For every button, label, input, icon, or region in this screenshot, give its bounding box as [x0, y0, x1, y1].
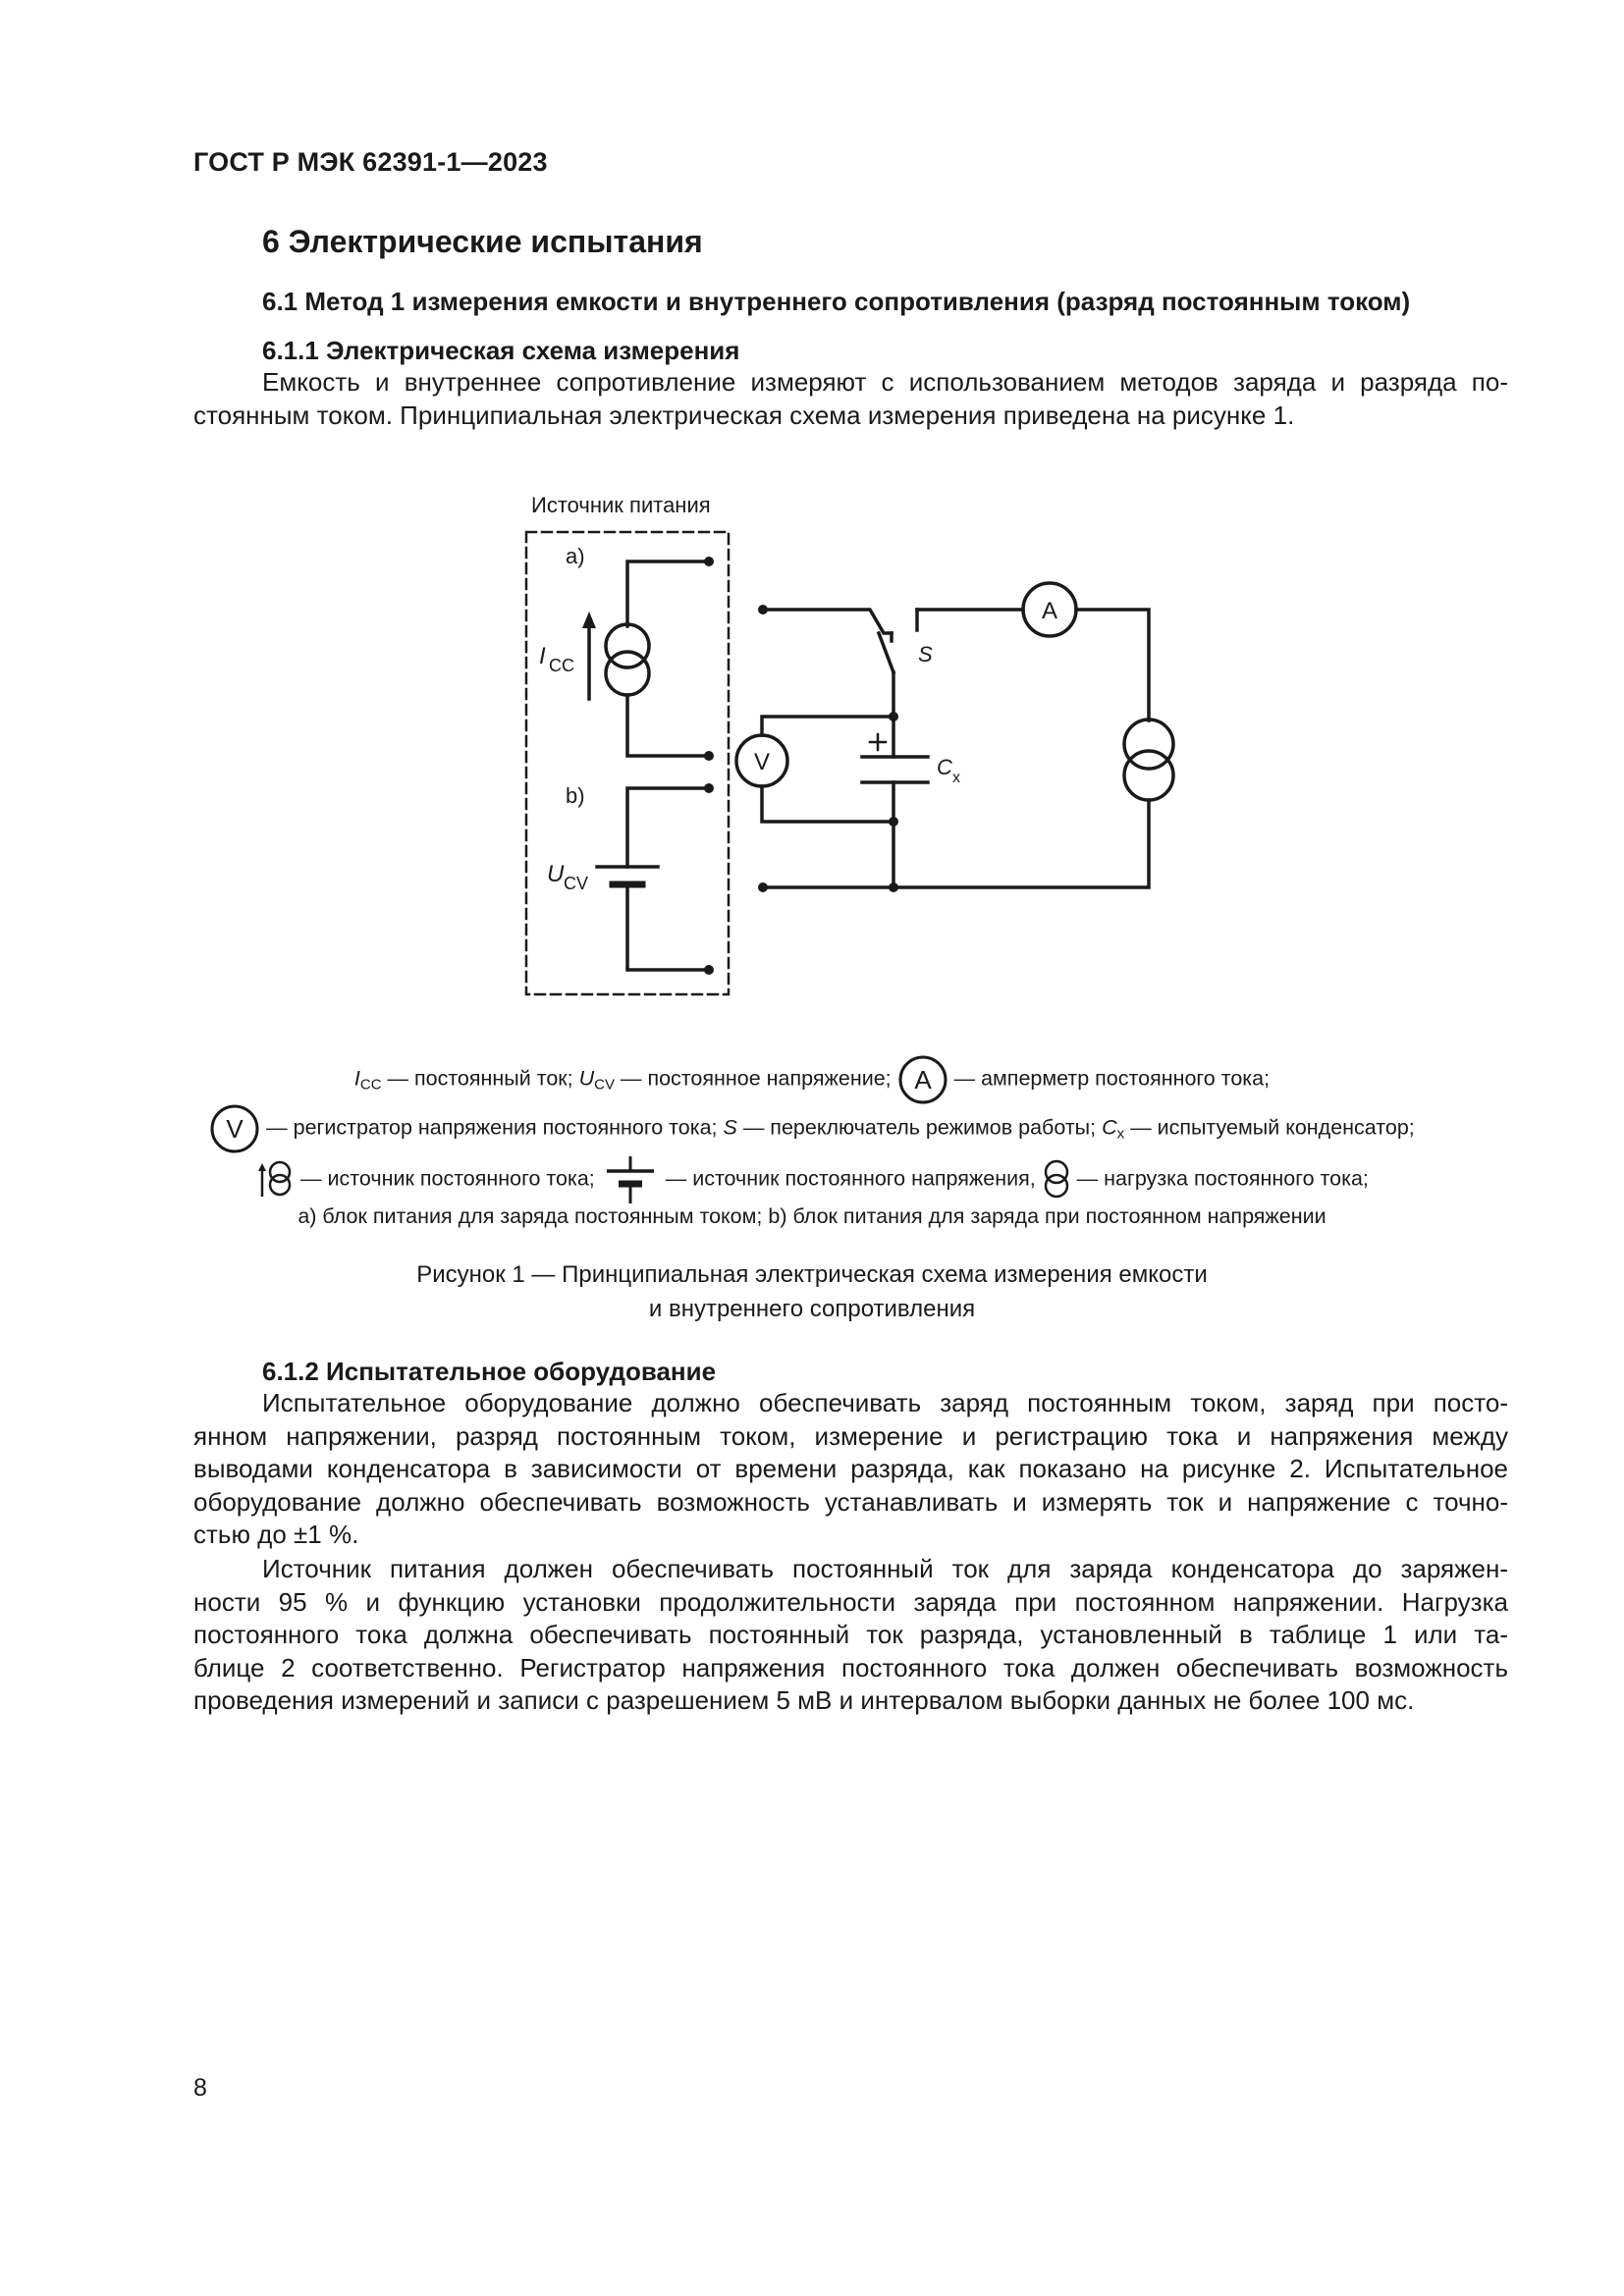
paragraph-6-1-1	[193, 366, 1508, 432]
legend-c-sub: x	[1116, 1125, 1125, 1143]
load-icon	[1042, 1157, 1071, 1202]
terminal-dot	[704, 965, 714, 975]
legend-line-2	[0, 1103, 1624, 1154]
ammeter-letter: A	[1041, 598, 1058, 624]
legend-text: — регистратор напряжения постоянного тока;	[260, 1115, 724, 1140]
wire	[627, 561, 709, 626]
legend-c: C	[1102, 1115, 1117, 1140]
legend-text: — источник постоянного напряжения,	[659, 1166, 1042, 1191]
terminal-dot	[704, 557, 714, 566]
page-number: 8	[193, 2074, 207, 2102]
legend-ucv: U	[578, 1066, 595, 1091]
text-line: проведения измерений и записи с разрешением 5 мВ и интервалом выборки данных не более 100 мс.	[193, 1685, 1415, 1715]
ammeter-icon	[897, 1054, 948, 1105]
terminal-dot	[704, 783, 714, 793]
text-line: стью до ±1 %.	[193, 1520, 359, 1549]
ucv-label: U	[547, 861, 565, 887]
legend-text: — переключатель режимов работы;	[736, 1115, 1103, 1140]
text-line: Источник питания должен обеспечивать постоянный ток для заряда конденсатора до заряжен-	[262, 1554, 1508, 1583]
legend-icc-sub: CC	[359, 1076, 382, 1094]
legend-text: — амперметр постоянного тока;	[947, 1066, 1271, 1091]
power-source-label: Источник питания	[531, 493, 711, 517]
load-icon	[1124, 720, 1173, 769]
circuit-diagram	[0, 471, 1624, 1021]
icc-subscript: CC	[549, 656, 574, 675]
figure-caption-line-1: Рисунок 1 — Принципиальная электрическая схема измерения емкости	[416, 1261, 1208, 1288]
subsection-title-6-1: 6.1 Метод 1 измерения емкости и внутреннего сопротивления (разряд постоянным током)	[262, 287, 1411, 316]
terminal-dot	[758, 605, 768, 614]
load-icon	[1124, 751, 1173, 800]
legend-line-1	[0, 1054, 1624, 1105]
junction-dot	[889, 712, 898, 721]
ammeter-letter: A	[913, 1065, 932, 1095]
wire	[763, 800, 1149, 887]
wire	[1076, 610, 1149, 721]
current-source-icon	[255, 1157, 295, 1202]
voltmeter-letter: V	[753, 749, 771, 775]
wire	[627, 695, 709, 756]
text-line: оборудование должно обеспечивать возможность устанавливать и измерять ток и напряжение с точно-	[193, 1486, 1508, 1517]
legend-text: — источник постоянного тока;	[295, 1166, 601, 1191]
junction-dot	[889, 817, 898, 827]
wire	[763, 610, 892, 633]
legend-text: — постоянное напряжение;	[615, 1066, 897, 1091]
paragraph-6-1-2-b	[193, 1553, 1508, 1718]
terminal-dot	[758, 882, 768, 892]
paragraph-6-1-2-a	[193, 1387, 1508, 1552]
junction-dot	[889, 882, 898, 892]
legend-ucv-sub: CV	[594, 1076, 616, 1094]
current-source-icon	[606, 624, 649, 667]
legend-line-3	[0, 1154, 1624, 1205]
subsection-title-6-1-1: 6.1.1 Электрическая схема измерения	[262, 336, 740, 365]
arrow-head	[582, 612, 596, 628]
voltmeter-icon	[209, 1103, 260, 1154]
current-source-icon	[606, 652, 649, 695]
text-line: ности 95 % и функцию установки продолжительности заряда при постоянном напряжении. Нагрузка	[193, 1586, 1508, 1617]
document-header: ГОСТ Р МЭК 62391-1—2023	[193, 147, 548, 177]
legend-text: — нагрузка постоянного тока;	[1070, 1166, 1369, 1191]
circuit-svg	[0, 471, 1624, 1021]
label-b: b)	[566, 783, 585, 808]
capacitor-subscript: x	[952, 770, 960, 786]
ucv-subscript: CV	[564, 874, 589, 893]
figure-caption-line-2: и внутреннего сопротивления	[648, 1296, 976, 1322]
text-line: Емкость и внутреннее сопротивление измеряют с использованием методов заряда и разряда по-	[262, 367, 1508, 397]
legend-text: — испытуемый конденсатор;	[1124, 1115, 1415, 1140]
wire	[762, 786, 893, 822]
text-line: стоянным током. Принципиальная электрическая схема измерения приведена на рисунке 1.	[193, 400, 1295, 430]
switch-label: S	[918, 642, 933, 667]
text-line: выводами конденсатора в зависимости от времени разряда, как показано на рисунке 2. Испытательное	[193, 1454, 1508, 1483]
legend-line-4: a) блок питания для заряда постоянным током; b) блок питания для заряда при постоянном напряжении	[298, 1204, 1326, 1228]
terminal-dot	[704, 751, 714, 761]
text-line: Испытательное оборудование должно обеспечивать заряд постоянным током, заряд при посто-	[262, 1388, 1508, 1417]
text-line: блице 2 соответственно. Регистратор напряжения постоянного тока должен обеспечивать возможность	[193, 1652, 1508, 1682]
wire	[627, 887, 709, 970]
icc-label: I	[539, 643, 546, 669]
label-a: a)	[566, 544, 585, 568]
legend-s: S	[723, 1115, 737, 1140]
wire	[762, 717, 893, 735]
text-line: постоянного тока должна обеспечивать постоянный ток разряда, установленный в таблице 1 или та-	[193, 1620, 1508, 1649]
capacitor-label: C	[937, 755, 952, 779]
legend-icc: I	[353, 1066, 360, 1091]
legend-text: — постоянный ток;	[381, 1066, 579, 1091]
section-title: 6 Электрические испытания	[262, 224, 703, 259]
subsection-title-6-1-2: 6.1.2 Испытательное оборудование	[262, 1357, 717, 1386]
wire	[627, 788, 709, 867]
voltmeter-letter: V	[226, 1114, 244, 1144]
voltage-source-icon	[601, 1154, 660, 1205]
text-line: янном напряжении, разряд постоянным током, измерение и регистрацию тока и напряжения между	[193, 1420, 1508, 1451]
